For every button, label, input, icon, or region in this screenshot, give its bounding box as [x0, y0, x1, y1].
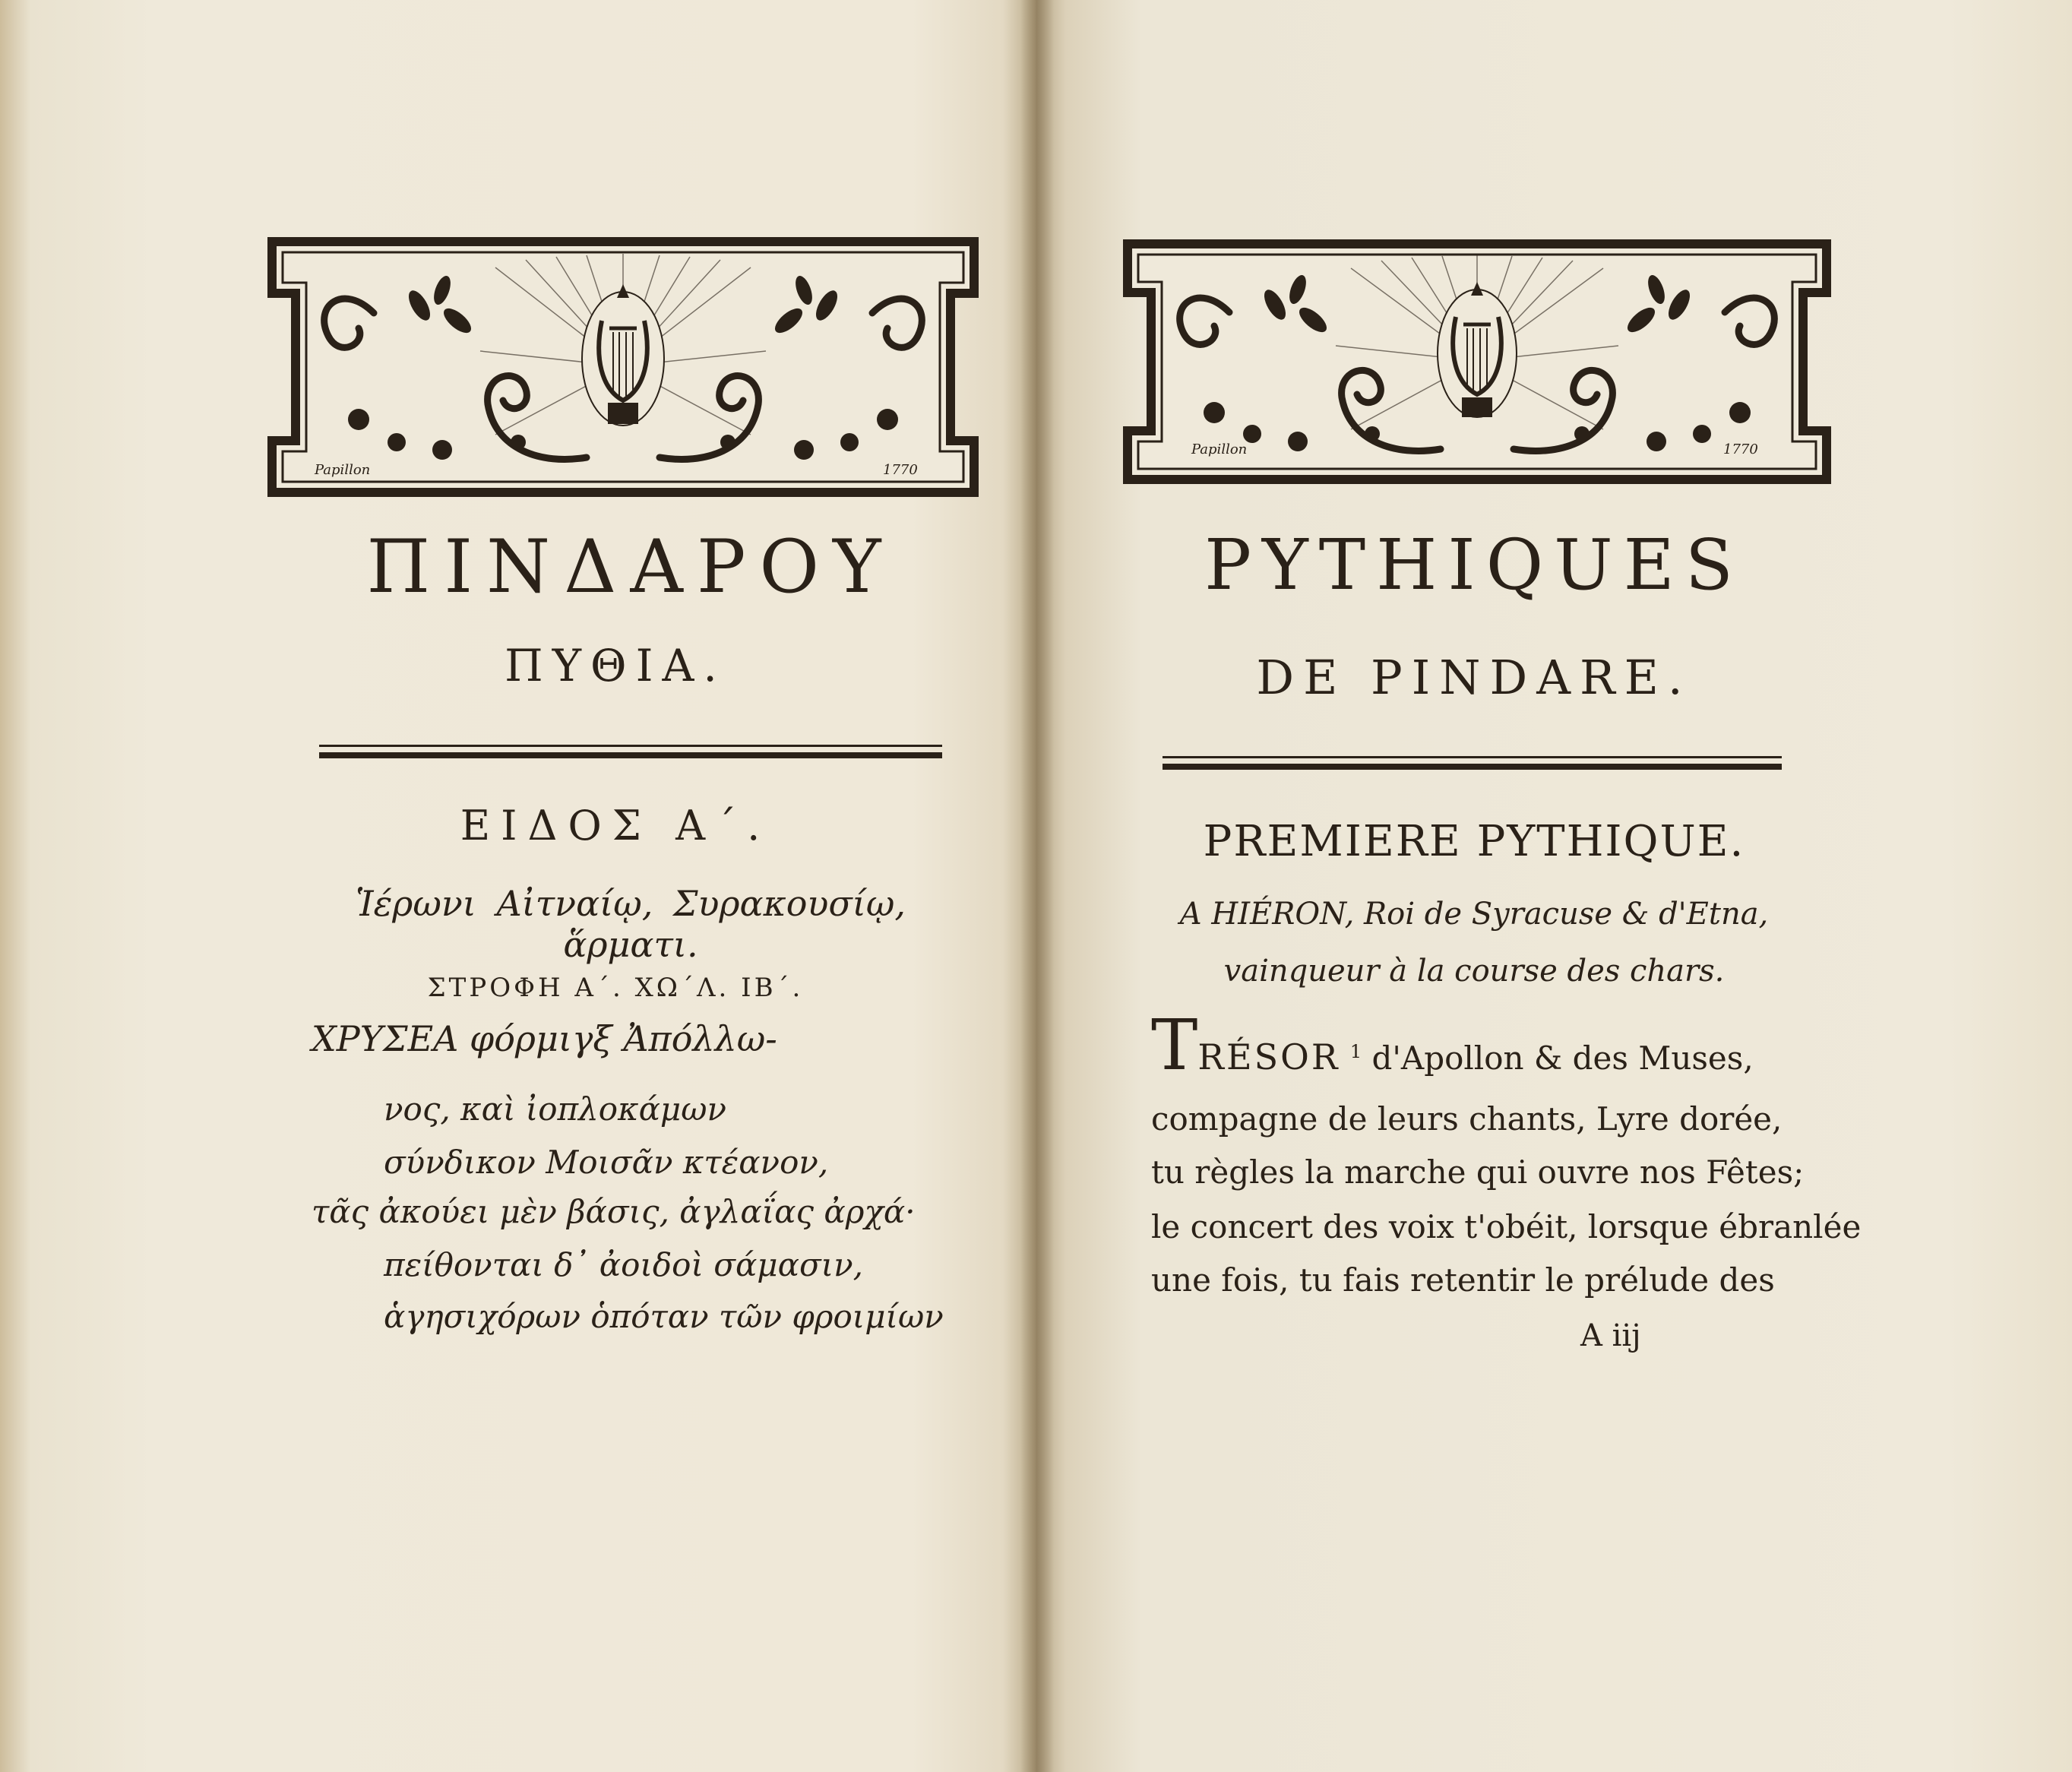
- verse-line-5: πείθονται δ᾽ ἀοιδοὶ σάμασιν,: [384, 1246, 863, 1283]
- left-rule-thin-top: [319, 745, 942, 747]
- right-rule-thick: [1163, 764, 1782, 770]
- first-word-small-caps: RÉSOR: [1197, 1036, 1340, 1077]
- right-rule-thin-top: [1163, 756, 1782, 758]
- right-dedication-line-2: vainqueur à la course des chars.: [1223, 954, 1725, 989]
- left-section-heading: ΕΙΔΟΣ Α΄.: [460, 802, 771, 850]
- right-page-subtitle: DE PINDARE.: [1256, 650, 1692, 705]
- body-line-2: compagne de leurs chants, Lyre dorée,: [1151, 1100, 1783, 1138]
- right-section-heading: PREMIERE PYTHIQUE.: [1203, 817, 1745, 866]
- body-line-3: tu règles la marche qui ouvre nos Fêtes;: [1151, 1153, 1805, 1191]
- verse-line-2: νος, καὶ ἰοπλοκάμων: [384, 1090, 727, 1128]
- left-dedication: Ἱέρωνι Αἰτναίῳ, Συρακουσίῳ, ἅρματι.: [356, 883, 906, 965]
- left-page-title: ΠΙΝΔΑΡΟΥ: [366, 524, 895, 609]
- verse-line-6: ἁγησιχόρων ὁπόταν τῶν φροιμίων: [384, 1298, 944, 1335]
- verse-line-4: τᾶς ἀκούει μὲν βάσις, ἀγλαΐας ἀρχά·: [312, 1193, 916, 1230]
- left-engraver-signature: Papillon: [315, 462, 371, 478]
- body-line-1: TRÉSOR $^1$ d'Apollon & des Muses,: [1151, 1005, 1754, 1086]
- right-engraving-year: 1770: [1723, 441, 1758, 457]
- left-headpiece-ornament: [267, 237, 979, 497]
- right-page-title: PYTHIQUES: [1204, 524, 1744, 606]
- right-dedication-line-1: A HIÉRON, Roi de Syracuse & d'Etna,: [1179, 897, 1769, 932]
- right-engraver-signature: Papillon: [1191, 441, 1248, 457]
- body-line-5: une fois, tu fais retentir le prélude des: [1151, 1261, 1775, 1299]
- left-stanza-heading: ΣΤΡΟΦΗ Α΄. ΧΩ΄Λ. ΙΒ΄.: [427, 973, 804, 1003]
- verse-line-1: ΧΡΥΣΕΑ φόρμιγξ Ἀπόλλω-: [312, 1018, 777, 1059]
- drop-cap: T: [1151, 1005, 1198, 1086]
- left-rule-thick: [319, 752, 942, 758]
- body-line-4: le concert des voix t'obéit, lorsque ébranlée: [1151, 1208, 1862, 1245]
- verse-line-3: σύνδικον Μοισᾶν κτέανον,: [384, 1144, 829, 1181]
- book-gutter: [1020, 0, 1054, 1772]
- left-page-subtitle: ΠΥΘΙΑ.: [505, 640, 726, 691]
- footnote-mark: 1: [1349, 1041, 1362, 1062]
- signature-mark: A iij: [1580, 1318, 1641, 1353]
- right-headpiece-ornament: [1123, 239, 1831, 484]
- left-engraving-year: 1770: [883, 462, 918, 478]
